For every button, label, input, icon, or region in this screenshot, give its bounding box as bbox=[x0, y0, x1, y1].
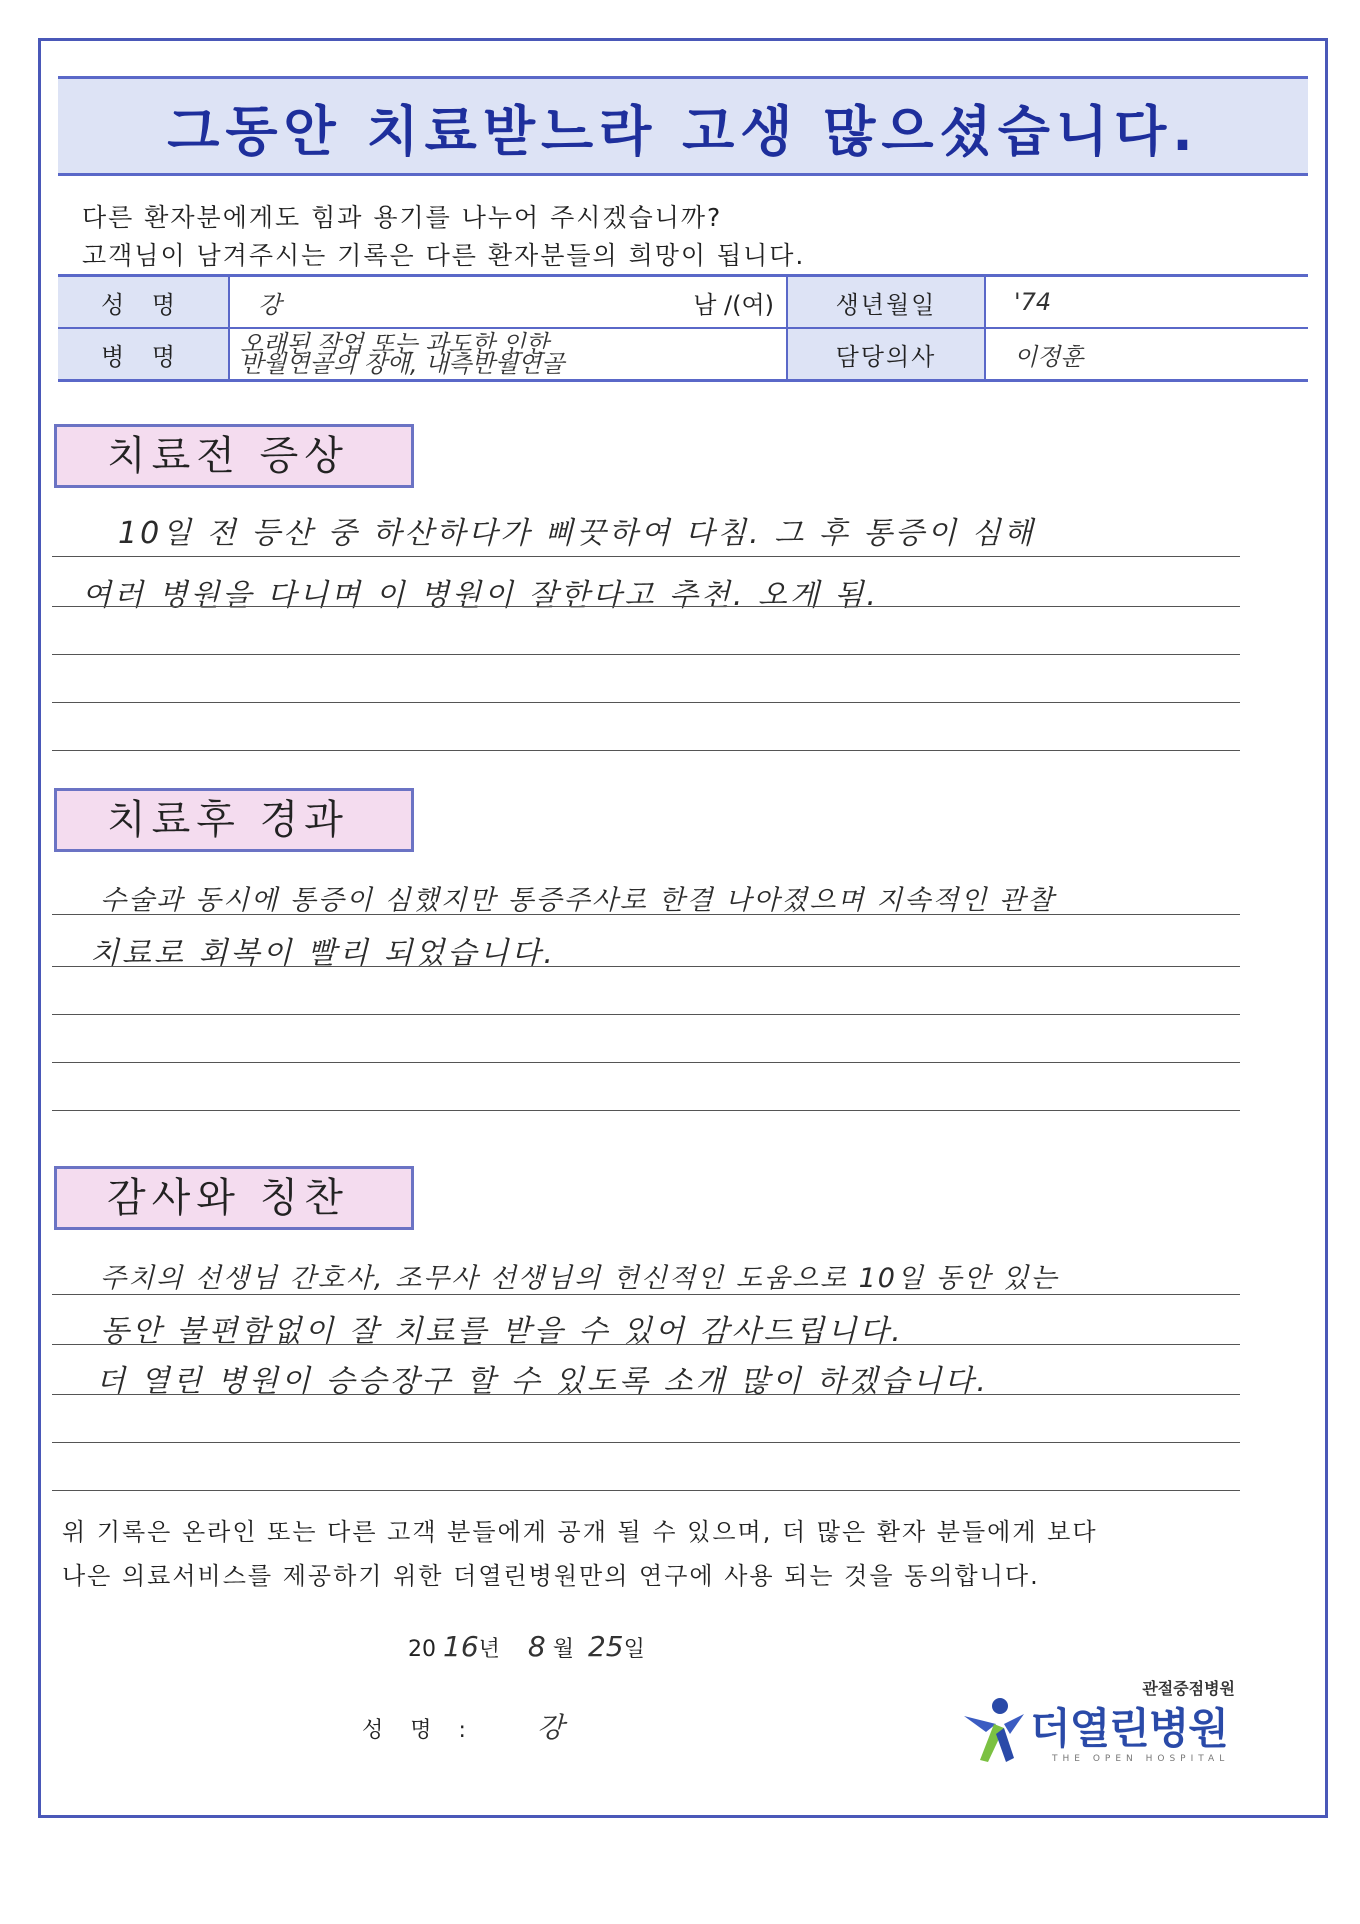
consent-line-1: 위 기록은 온라인 또는 다른 고객 분들에게 공개 될 수 있으며, 더 많은 환자 분들에게 보다 bbox=[62, 1518, 1098, 1546]
ruled-line bbox=[52, 556, 1240, 557]
logo-english: THE OPEN HOSPITAL bbox=[1052, 1754, 1230, 1764]
intro-line-1: 다른 환자분에게도 힘과 용기를 나누어 주시겠습니까? bbox=[82, 203, 723, 232]
page-title: 그동안 치료받느라 고생 많으셨습니다. bbox=[167, 100, 1199, 163]
date-day: 25 bbox=[587, 1630, 624, 1663]
section-heading-after: 치료후 경과 bbox=[54, 788, 414, 852]
ruled-line bbox=[52, 654, 1240, 655]
logo-name: 더열린병원 bbox=[1030, 1704, 1228, 1753]
doctor-label: 담당의사 bbox=[787, 328, 985, 381]
doctor-value: 이정훈 bbox=[985, 328, 1308, 381]
section-heading-thanks: 감사와 칭찬 bbox=[54, 1166, 414, 1230]
date-month: 8 bbox=[527, 1630, 546, 1663]
hospital-mascot-icon bbox=[960, 1694, 1028, 1766]
signature bbox=[362, 1706, 564, 1746]
ruled-line bbox=[52, 1294, 1240, 1295]
hospital-logo bbox=[960, 1676, 1240, 1776]
ruled-line bbox=[52, 1394, 1240, 1395]
name-value: 강 bbox=[229, 276, 598, 329]
disease-value bbox=[229, 328, 787, 381]
disease-value-line-1: 오래된 작업 또는 과도한 인한 bbox=[240, 330, 549, 358]
ruled-line bbox=[52, 1062, 1240, 1063]
ruled-line bbox=[52, 914, 1240, 915]
ruled-line bbox=[52, 702, 1240, 703]
name-label: 성 명 bbox=[58, 276, 229, 329]
section-heading-before: 치료전 증상 bbox=[54, 424, 414, 488]
ruled-line bbox=[52, 1014, 1240, 1015]
ruled-line bbox=[52, 1344, 1240, 1345]
date-year-unit: 년 bbox=[478, 1637, 500, 1662]
intro-line-2: 고객님이 남겨주시는 기록은 다른 환자분들의 희망이 됩니다. bbox=[82, 241, 806, 270]
thanks-line-2: 동안 불편함없이 잘 치료를 받을 수 있어 감사드립니다. bbox=[100, 1314, 904, 1349]
date-prefix: 20 bbox=[408, 1637, 436, 1662]
ruled-line bbox=[52, 750, 1240, 751]
date-day-unit: 일 bbox=[623, 1637, 645, 1662]
title-bar bbox=[58, 76, 1308, 176]
consent-line-2: 나은 의료서비스를 제공하기 위한 더열린병원만의 연구에 사용 되는 것을 동의합니다. bbox=[62, 1562, 1040, 1590]
ruled-line bbox=[52, 606, 1240, 607]
ruled-line bbox=[52, 1490, 1240, 1491]
patient-info-table bbox=[58, 274, 1308, 382]
after-line-2: 치료로 회복이 빨리 되었습니다. bbox=[90, 936, 556, 971]
ruled-line bbox=[52, 1110, 1240, 1111]
thanks-line-3: 더 열린 병원이 승승장구 할 수 있도록 소개 많이 하겠습니다. bbox=[96, 1364, 989, 1399]
signature-date bbox=[408, 1630, 645, 1663]
before-line-1: 10일 전 등산 중 하산하다가 삐끗하여 다침. 그 후 통증이 심해 bbox=[118, 516, 1036, 551]
logo-subtitle: 관절중점병원 bbox=[1142, 1679, 1235, 1698]
date-month-unit: 월 bbox=[552, 1637, 574, 1662]
date-year: 16 bbox=[443, 1630, 479, 1663]
signature-label: 성 명 : bbox=[362, 1718, 476, 1743]
thanks-line-1: 주치의 선생님 간호사, 조무사 선생님의 헌신적인 도움으로 10일 동안 있는 bbox=[100, 1263, 1059, 1294]
before-line-2: 여러 병원을 다니며 이 병원이 잘한다고 추천. 오게 됨. bbox=[82, 578, 879, 613]
ruled-line bbox=[52, 1442, 1240, 1443]
gender-value: 남 /(여) bbox=[598, 276, 787, 329]
birth-label: 생년월일 bbox=[787, 276, 985, 329]
birth-value: '74 bbox=[985, 276, 1308, 329]
disease-value-line-2: 반월연골의 장애, 내측반월연골 bbox=[240, 350, 565, 378]
disease-label: 병 명 bbox=[58, 328, 229, 381]
ruled-line bbox=[52, 966, 1240, 967]
after-line-1: 수술과 동시에 통증이 심했지만 통증주사로 한결 나아졌으며 지속적인 관찰 bbox=[100, 885, 1056, 916]
signature-value: 강 bbox=[536, 1711, 564, 1744]
